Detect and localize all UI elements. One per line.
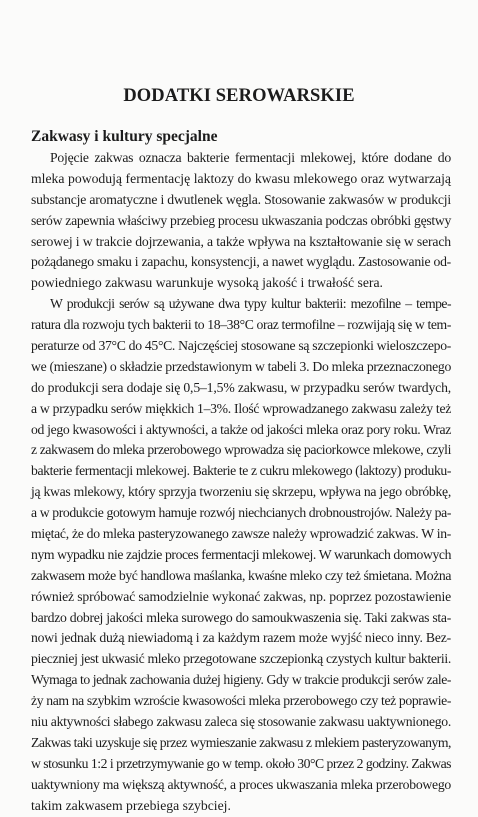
text-line: pieczniej jest ukwasić mleko przegotowane szczepionką czystych kultur bakterii.: [31, 651, 451, 667]
text-line: uaktywniony ma większą aktywność, a proces ukwaszania mleka przerobowego: [31, 776, 451, 792]
text-line: powiedniego zakwasu warunkuje wysoką jakość i trwałość sera.: [31, 275, 383, 291]
paragraph: [31, 148, 451, 294]
text-line: nym wypadku nie zajdzie proces fermentacji mlekowej. W warunkach domowych: [31, 546, 452, 562]
text-line: ratura dla rozwoju tych bakterii to 18–38°C oraz termofilne – rozwijają się w tem-: [31, 317, 451, 333]
text-line: Pojęcie zakwas oznacza bakterie fermentacji mlekowej, które dodane do: [50, 150, 451, 165]
text-line: ży nam na szybkim wzroście kwasowości mleka przerobowego czy też poprawie-: [31, 693, 451, 709]
text-line: mleka powodują fermentację laktozy do kwasu mlekowego oraz wytwarzają: [31, 170, 451, 186]
text-line: a w przypadku serów miękkich 1–3%. Ilość wprowadzanego zakwasu zależy też: [31, 400, 452, 416]
text-line: nowi jednak dużą niewiadomą i za każdym razem może wyjść nieco inny. Bez-: [31, 630, 451, 646]
text-line: W produkcji serów są używane dwa typy kultur bakterii: mezofilne – tempe-: [50, 296, 451, 312]
text-line: serowej i w trakcie dojrzewania, a także wpływa na kształtowanie się w serach: [31, 233, 451, 249]
text-line: od jego kwasowości i aktywności, a także od jakości mleka oraz pory roku. Wraz: [31, 421, 452, 437]
paragraph: [31, 294, 451, 816]
body-text: [31, 148, 451, 817]
text-line: ją kwas mlekowy, który sprzyja tworzeniu się skrzepu, wpływa na jego obróbkę,: [31, 484, 451, 500]
text-line: pożądanego smaku i zapachu, konsystencji, a nawet wyglądu. Zastosowanie od-: [31, 254, 451, 270]
chapter-heading: DODATKI SEROWARSKIE: [123, 86, 355, 106]
text-line: peraturze od 37°C do 45°C. Najczęściej stosowane są szczepionki wieloszczepo-: [31, 338, 451, 354]
text-line: bardzo dobrej jakości mleka surowego do samoukwaszenia się. Taki zakwas sta-: [31, 609, 452, 625]
section-title: Zakwasy i kultury specjalne: [31, 128, 218, 145]
text-line: Zakwas taki uzyskuje się przez wymieszanie zakwasu z mlekiem pasteryzowanym,: [31, 734, 451, 750]
text-line: miętać, że do mleka pasteryzowanego zawsze należy wprowadzić zakwas. W in-: [31, 526, 452, 542]
text-line: we (mieszane) o składzie przedstawionym w tabeli 3. Do mleka przeznaczonego: [31, 358, 452, 374]
text-line: zakwasem może być handlowa maślanka, kwaśne mleko czy też śmietana. Można: [31, 567, 451, 583]
text-line: substancje aromatyczne i dwutlenek węgla. Stosowanie zakwasów w produkcji: [31, 191, 451, 207]
text-line: z zakwasem do mleka przerobowego wprowadza się paciorkowce mlekowe, czyli: [31, 442, 452, 458]
text-line: bakterie fermentacji mlekowej. Bakterie te z cukru mlekowego (laktozy) produku-: [31, 463, 451, 479]
text-line: niu aktywności słabego zakwasu zaleca się stosowanie zakwasu uaktywnionego.: [31, 714, 451, 730]
text-line: do produkcji sera dodaje się 0,5–1,5% zakwasu, w przypadku serów twardych,: [31, 379, 452, 395]
text-line: serów zapewnia właściwy przebieg procesu ukwaszania podczas obróbki gęstwy: [31, 212, 451, 228]
text-line: Wymaga to jednak zachowania dużej higieny. Gdy w trakcie produkcji serów zale-: [31, 672, 451, 688]
text-line: a w produkcie gotowym hamuje rozwój niechcianych drobnoustrojów. Należy pa-: [31, 505, 451, 521]
text-line: w stosunku 1:2 i przetrzymywanie go w temp. około 30°C przez 2 godziny. Zakwas: [31, 755, 451, 771]
text-line: również spróbować samodzielnie wykonać zakwas, np. poprzez pozostawienie: [31, 588, 452, 604]
text-line: takim zakwasem przebiega szybciej.: [31, 797, 231, 813]
